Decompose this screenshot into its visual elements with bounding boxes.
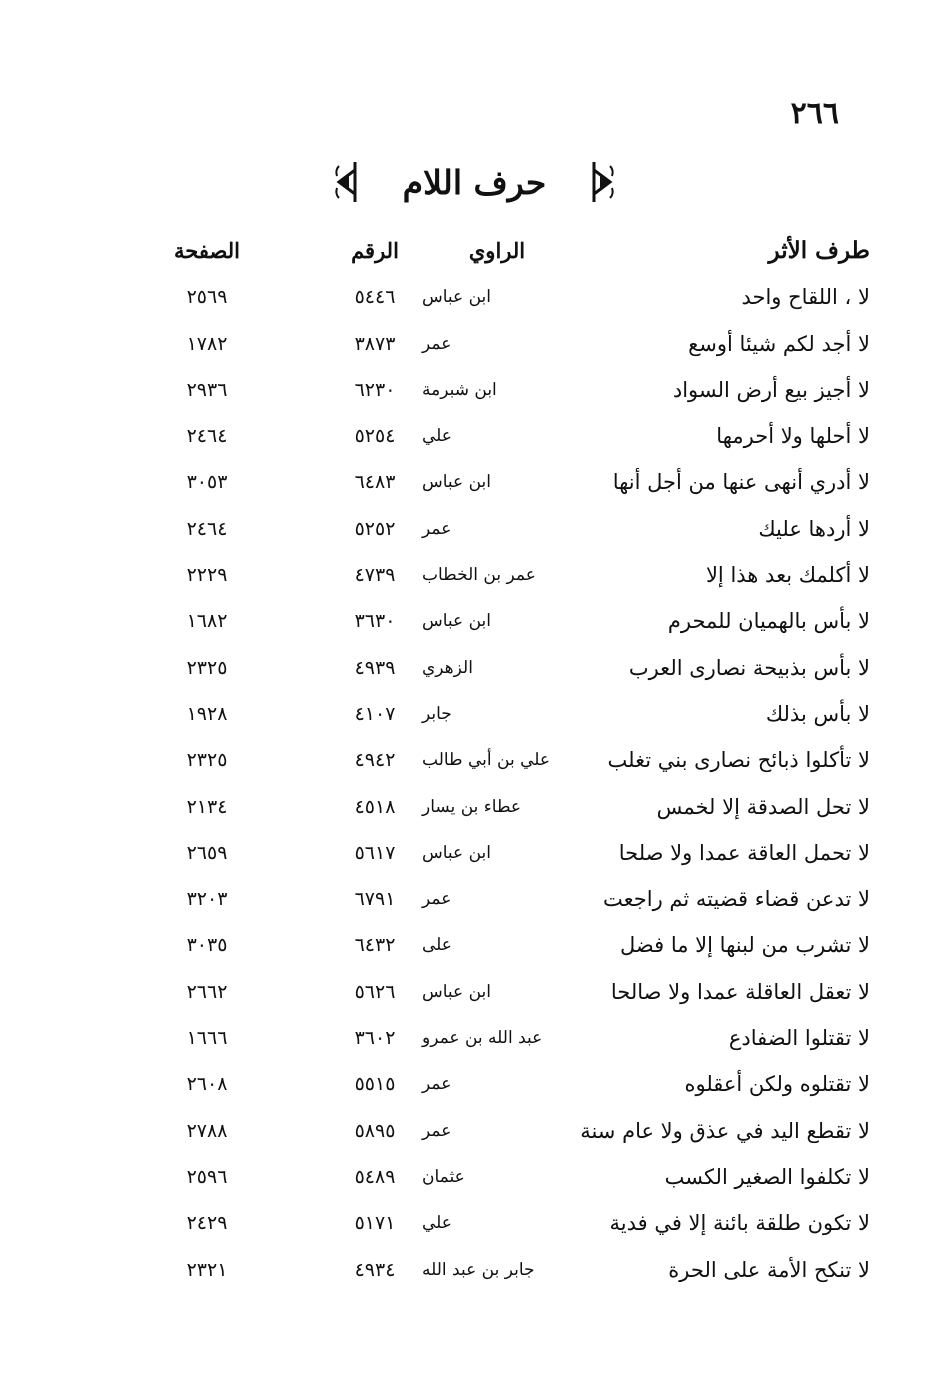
section-title: حرف اللام [402,162,547,202]
table-row [150,367,870,413]
row-page: ٢٩٣٦ [186,378,228,401]
table-row [150,830,870,876]
row-narrator: علي [422,1213,452,1234]
row-page: ١٩٢٨ [186,702,228,725]
row-number: ٣٦٠٢ [354,1027,396,1050]
row-page: ٢٤٦٤ [186,425,228,448]
row-narrator: ابن عباس [422,472,492,493]
row-narrator: عمر بن الخطاب [422,565,536,586]
row-number: ٥٢٥٢ [354,517,396,540]
row-text: لا تكون طلقة بائنة إلا في فدية [609,1211,870,1236]
table-row [150,1200,870,1246]
row-number: ٥١٧١ [354,1212,396,1235]
row-page: ٢٤٢٩ [186,1212,228,1235]
table-row [150,784,870,830]
column-header-number: الرقم [351,238,399,263]
row-page: ٣٢٠٣ [186,888,228,911]
row-text: لا أحلها ولا أحرمها [716,424,870,449]
table-row [150,598,870,644]
row-page: ٣٠٥٣ [186,471,228,494]
row-page: ٢٦٥٩ [186,841,228,864]
row-text: لا تشرب من لبنها إلا ما فضل [620,933,870,958]
row-narrator: عطاء بن يسار [422,796,522,817]
row-page: ٢٦٠٨ [186,1073,228,1096]
row-text: لا تقتلوا الضفادع [728,1026,870,1051]
row-page: ٣٠٣٥ [186,934,228,957]
row-narrator: علي بن أبي طالب [422,750,551,771]
column-header-text: طرف الأثر [768,237,870,264]
table-row [150,969,870,1015]
row-number: ٥٦١٧ [354,841,396,864]
row-narrator: ابن عباس [422,287,492,308]
row-text: لا بأس بذلك [765,701,870,726]
row-text: لا تدعن قضاء قضيته ثم راجعت [603,887,870,912]
table-row [150,552,870,598]
row-text: لا أجد لكم شيئا أوسع [688,331,870,356]
row-page: ٢١٣٤ [186,795,228,818]
row-text: لا تقتلوه ولكن أعقلوه [684,1072,870,1097]
row-number: ٤٧٣٩ [354,564,396,587]
table-row [150,691,870,737]
row-number: ٦٢٣٠ [354,378,396,401]
row-text: لا تأكلوا ذبائح نصارى بني تغلب [607,748,870,773]
index-table [150,228,870,1293]
row-number: ٥٥١٥ [354,1073,396,1096]
table-row [150,922,870,968]
table-row [150,1247,870,1293]
table-row [150,321,870,367]
row-page: ٢٣٢٥ [186,749,228,772]
column-header-page: الصفحة [174,238,240,263]
row-text: لا أجيز بيع أرض السواد [672,377,870,402]
table-row [150,459,870,505]
row-number: ٤٩٣٩ [354,656,396,679]
table-row [150,1154,870,1200]
row-page: ٢٧٨٨ [186,1119,228,1142]
row-number: ٦٤٣٢ [354,934,396,957]
row-text: لا أردها عليك [758,516,870,541]
row-page: ٢٦٦٢ [186,980,228,1003]
row-number: ٤١٠٧ [354,702,396,725]
row-page: ١٦٨٢ [186,610,228,633]
row-page: ٢٥٩٦ [186,1165,228,1188]
row-text: لا بأس بذبيحة نصارى العرب [628,655,870,680]
row-number: ٦٧٩١ [354,888,396,911]
row-page: ٢٤٦٤ [186,517,228,540]
row-narrator: عبد الله بن عمرو [422,1028,543,1049]
table-row [150,1015,870,1061]
row-text: لا ، اللقاح واحد [741,285,870,310]
row-number: ٥٤٤٦ [354,286,396,309]
row-narrator: الزهري [422,657,473,678]
row-narrator: جابر بن عبد الله [422,1259,535,1280]
page-number: ٢٦٦ [790,96,839,131]
row-number: ٦٤٨٣ [354,471,396,494]
row-text: لا تعقل العاقلة عمدا ولا صالحا [610,979,870,1004]
row-text: لا أكلمك بعد هذا إلا [705,563,870,588]
row-narrator: ابن عباس [422,842,492,863]
row-text: لا تقطع اليد في عذق ولا عام سنة [580,1118,870,1143]
row-number: ٤٥١٨ [354,795,396,818]
column-header-narrator: الراوي [468,238,526,263]
row-number: ٣٦٣٠ [354,610,396,633]
row-narrator: ابن عباس [422,611,492,632]
row-narrator: عثمان [422,1166,465,1187]
table-body [150,274,870,1293]
row-text: لا بأس بالهميان للمحرم [667,609,870,634]
table-row [150,737,870,783]
row-page: ٢٥٦٩ [186,286,228,309]
table-row [150,1108,870,1154]
table-header [150,228,870,274]
table-row [150,413,870,459]
row-narrator: جابر [422,703,452,724]
row-narrator: عمر [422,1074,452,1095]
row-number: ٤٩٤٢ [354,749,396,772]
row-narrator: عمر [422,1120,452,1141]
row-text: لا تحل الصدقة إلا لخمس [656,794,870,819]
table-row [150,274,870,320]
row-text: لا تحمل العاقة عمدا ولا صلحا [618,840,870,865]
table-row [150,1061,870,1107]
row-text: لا تنكح الأمة على الحرة [668,1257,870,1282]
table-row [150,645,870,691]
ornament-right-icon [590,160,616,204]
row-page: ١٦٦٦ [186,1027,228,1050]
row-number: ٣٨٧٣ [354,332,396,355]
row-number: ٥٨٩٥ [354,1119,396,1142]
row-narrator: عمر [422,333,452,354]
row-narrator: ابن شبرمة [422,379,497,400]
table-row [150,506,870,552]
row-number: ٤٩٣٤ [354,1258,396,1281]
section-heading [0,160,949,208]
row-narrator: عمر [422,889,452,910]
row-narrator: عمر [422,518,452,539]
row-text: لا أدري أنهى عنها من أجل أنها [612,470,870,495]
row-number: ٥٤٨٩ [354,1165,396,1188]
row-page: ١٧٨٢ [186,332,228,355]
row-narrator: علي [422,426,452,447]
row-number: ٥٦٢٦ [354,980,396,1003]
row-text: لا تكلفوا الصغير الكسب [664,1164,870,1189]
row-number: ٥٢٥٤ [354,425,396,448]
row-narrator: على [422,935,452,956]
row-page: ٢٣٢١ [186,1258,228,1281]
row-page: ٢٣٢٥ [186,656,228,679]
row-page: ٢٢٢٩ [186,564,228,587]
table-row [150,876,870,922]
ornament-left-icon [333,160,359,204]
row-narrator: ابن عباس [422,981,492,1002]
